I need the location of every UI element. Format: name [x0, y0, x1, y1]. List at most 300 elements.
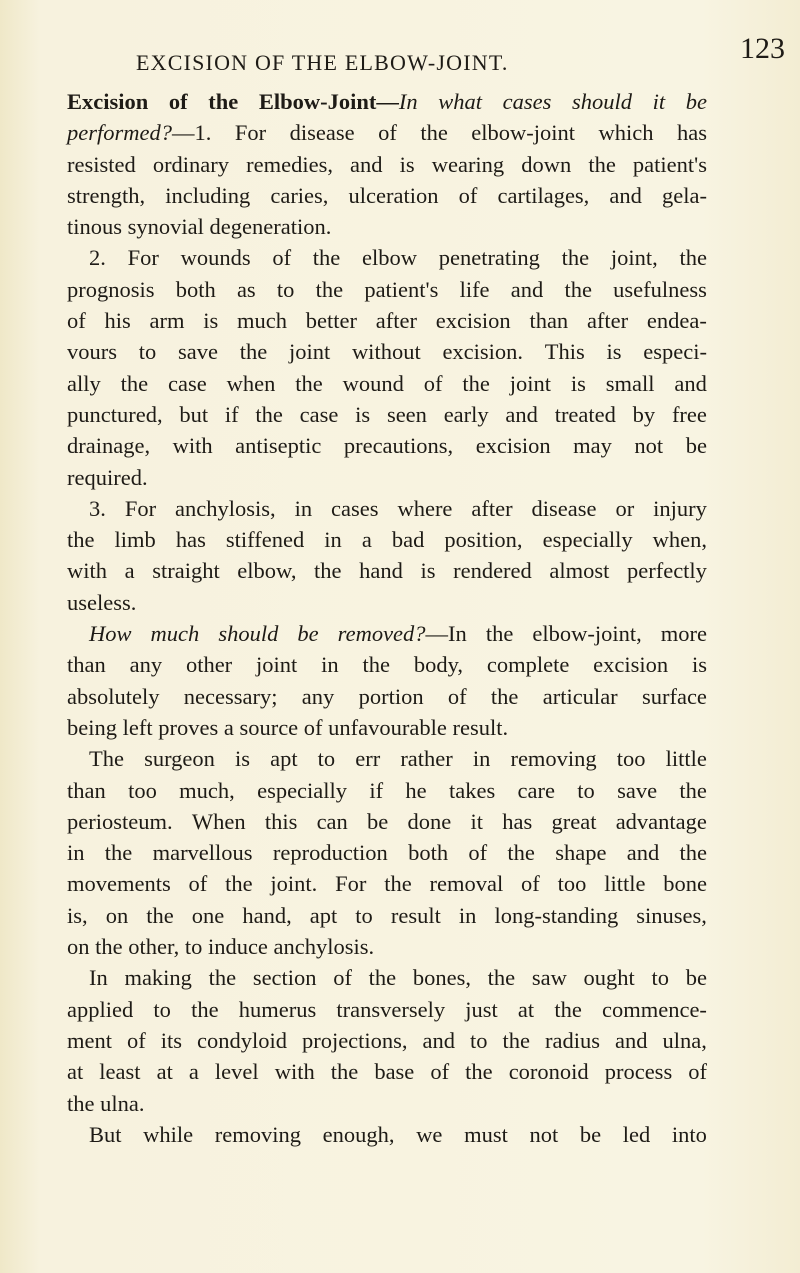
- word: we: [416, 1121, 443, 1147]
- word: perfectly: [626, 558, 707, 584]
- word: his: [104, 308, 131, 334]
- word: shape: [555, 840, 607, 866]
- word: and: [422, 1027, 456, 1053]
- word: drainage,: [67, 433, 151, 459]
- body-text: [67, 86, 707, 1150]
- word: joint,: [610, 245, 658, 271]
- word: periosteum.: [67, 808, 173, 834]
- word: of: [521, 871, 540, 897]
- word: especially: [257, 777, 348, 803]
- text-line: [67, 493, 707, 524]
- word: removal: [429, 871, 504, 897]
- word: if: [369, 777, 384, 803]
- word: on: [105, 902, 129, 928]
- word: is: [691, 652, 707, 678]
- text-line: [67, 994, 707, 1025]
- word: other: [185, 652, 233, 678]
- word: reproduction: [272, 840, 388, 866]
- word: any: [301, 683, 335, 709]
- word: This: [544, 339, 585, 365]
- word: 2.: [89, 245, 106, 271]
- text-line: [67, 743, 707, 774]
- word: the: [225, 871, 253, 897]
- word: removed?: [337, 621, 426, 647]
- word: complete: [486, 652, 570, 678]
- word: caries,: [270, 182, 329, 208]
- word: and: [510, 276, 544, 302]
- word: has: [502, 808, 533, 834]
- word: he: [405, 777, 427, 803]
- word: it: [470, 808, 484, 834]
- text-run: the ulna.: [67, 1090, 145, 1116]
- word: any: [129, 652, 163, 678]
- text-line: [67, 868, 707, 899]
- word: apt: [309, 902, 338, 928]
- word: is: [606, 339, 622, 365]
- word: seen: [386, 401, 427, 427]
- word: [338, 618, 467, 649]
- word: too: [128, 777, 157, 803]
- word: the: [208, 89, 239, 114]
- text-line: [67, 555, 707, 586]
- word: save: [617, 777, 658, 803]
- word: removing: [214, 1121, 302, 1147]
- word: [259, 86, 418, 117]
- word: cases: [502, 89, 552, 114]
- word: much: [237, 308, 288, 334]
- word: to: [651, 965, 670, 991]
- word: ordinary: [152, 151, 230, 177]
- word: the: [255, 401, 283, 427]
- word: the: [487, 965, 516, 991]
- word: rather: [400, 746, 453, 772]
- word: wearing: [431, 151, 505, 177]
- word: down: [521, 151, 572, 177]
- word: treated: [554, 401, 616, 427]
- word: the: [146, 902, 174, 928]
- word: much,: [179, 777, 235, 803]
- word: the: [465, 1059, 493, 1085]
- word: what: [438, 89, 483, 114]
- word: gela-: [662, 182, 707, 208]
- word: ment: [67, 1027, 112, 1053]
- word: case: [168, 370, 207, 396]
- word: patient's: [632, 151, 707, 177]
- word: straight: [152, 558, 220, 584]
- text-run: being left proves a source of unfavourable result.: [67, 714, 509, 740]
- word: it: [652, 89, 666, 114]
- word: When: [191, 808, 246, 834]
- word: or: [615, 495, 635, 521]
- word: result: [390, 902, 441, 928]
- word: radius: [545, 1027, 601, 1053]
- word: marvellous: [152, 840, 253, 866]
- word: precautions,: [343, 433, 454, 459]
- word: The: [89, 746, 124, 772]
- word: stiffened: [225, 527, 305, 553]
- word: the: [679, 245, 707, 271]
- word: the: [315, 276, 344, 302]
- text-line: [67, 305, 707, 336]
- word: too: [557, 871, 587, 897]
- word: early: [443, 401, 489, 427]
- word: elbow-joint,: [532, 621, 642, 647]
- word: injury: [653, 495, 707, 521]
- word: bones,: [412, 965, 471, 991]
- word: the: [191, 996, 219, 1022]
- word: least: [99, 1059, 141, 1085]
- word: including: [165, 182, 251, 208]
- word: remedies,: [246, 151, 333, 177]
- word: when,: [652, 527, 707, 553]
- word: too: [616, 746, 646, 772]
- word: the: [554, 996, 582, 1022]
- word: condyloid: [196, 1027, 287, 1053]
- word: little: [665, 746, 707, 772]
- word: excision: [593, 652, 669, 678]
- word: has: [175, 527, 206, 553]
- text-line: [67, 806, 707, 837]
- word: ally: [67, 370, 101, 396]
- word: after: [586, 308, 629, 334]
- word: the: [368, 965, 397, 991]
- word: without: [351, 339, 421, 365]
- word: and: [626, 840, 660, 866]
- word: ulceration: [348, 182, 439, 208]
- word: at: [67, 1059, 84, 1085]
- word: as: [236, 276, 256, 302]
- word: removing: [510, 746, 597, 772]
- text-line: [67, 618, 707, 649]
- word: necessary;: [183, 683, 278, 709]
- word: the: [564, 276, 592, 302]
- text-line: [67, 1119, 707, 1150]
- word: the: [314, 558, 342, 584]
- word: punctured,: [67, 401, 163, 427]
- word: to: [470, 1027, 488, 1053]
- text-line: [67, 242, 707, 273]
- word: 3.: [89, 495, 106, 521]
- word: when: [226, 370, 276, 396]
- text-line: [67, 368, 707, 399]
- word: to: [355, 902, 373, 928]
- word: and: [609, 182, 642, 208]
- word: by: [632, 401, 656, 427]
- text-run: on the other, to induce anchylosis.: [67, 934, 375, 960]
- word: of: [378, 120, 397, 146]
- word: and: [350, 151, 383, 177]
- page-header: [0, 32, 800, 82]
- text-line: [67, 211, 707, 242]
- word: is: [355, 401, 371, 427]
- word: be: [685, 89, 707, 114]
- word: save: [177, 339, 218, 365]
- text-line: [67, 274, 707, 305]
- word: into: [671, 1121, 707, 1147]
- word: in: [324, 527, 342, 553]
- page-number: 123: [740, 32, 785, 65]
- word: care: [517, 777, 555, 803]
- word: the: [502, 1027, 531, 1053]
- word: almost: [549, 558, 610, 584]
- word: body,: [413, 652, 463, 678]
- word: endea-: [646, 308, 707, 334]
- word: strength,: [67, 182, 146, 208]
- word: excision.: [442, 339, 524, 365]
- text-line: [67, 1025, 707, 1056]
- word: more: [660, 621, 707, 647]
- word: much: [150, 621, 200, 647]
- word: the: [420, 120, 448, 146]
- word: patient's: [364, 276, 439, 302]
- word: ulna,: [662, 1027, 707, 1053]
- word: limb: [114, 527, 156, 553]
- word: of: [67, 308, 86, 334]
- word: great: [551, 808, 597, 834]
- word: advantage: [615, 808, 707, 834]
- word: with: [67, 558, 108, 584]
- word: resisted: [67, 151, 136, 177]
- word: is: [203, 308, 219, 334]
- word: of: [423, 370, 443, 396]
- word: coronoid: [508, 1059, 589, 1085]
- word: the: [561, 245, 590, 271]
- word: How: [89, 621, 132, 647]
- word: of: [333, 965, 352, 991]
- word: Excision: [67, 89, 149, 114]
- word: than: [67, 777, 106, 803]
- word: anchylosis,: [175, 495, 276, 521]
- word: the: [507, 840, 535, 866]
- word: usefulness: [613, 276, 707, 302]
- word: should: [218, 621, 279, 647]
- text-line: [67, 86, 707, 117]
- text-line: [67, 587, 707, 618]
- word: position,: [444, 527, 523, 553]
- text-line: [67, 837, 707, 868]
- word: of: [188, 871, 208, 897]
- word: rendered: [453, 558, 532, 584]
- word: takes: [448, 777, 496, 803]
- word: life: [459, 276, 490, 302]
- word: be: [685, 433, 707, 459]
- word: has: [677, 120, 707, 146]
- word: level: [214, 1059, 259, 1085]
- word: In: [89, 965, 108, 991]
- word: be: [367, 808, 389, 834]
- word: joint: [288, 339, 331, 365]
- word: of: [468, 840, 488, 866]
- word: better: [305, 308, 357, 334]
- word: arm: [149, 308, 185, 334]
- word: penetrating: [438, 245, 540, 271]
- word: of: [272, 245, 292, 271]
- word: its: [160, 1027, 182, 1053]
- word: the: [588, 151, 616, 177]
- text-line: [67, 180, 707, 211]
- word: the: [384, 871, 412, 897]
- text-line: [67, 712, 707, 743]
- word: cartilages,: [497, 182, 590, 208]
- word: For: [127, 245, 159, 271]
- word: cases: [331, 495, 379, 521]
- word: not: [529, 1121, 559, 1147]
- word: a: [361, 527, 372, 553]
- text-run: required.: [67, 464, 148, 490]
- word: enough,: [322, 1121, 395, 1147]
- text-line: [67, 336, 707, 367]
- word: to: [138, 339, 157, 365]
- text-line: [67, 681, 707, 712]
- word: the: [67, 527, 95, 553]
- word: especi-: [643, 339, 707, 365]
- word: of: [458, 182, 478, 208]
- word: In: [398, 89, 418, 114]
- word: to: [276, 276, 295, 302]
- word: portion: [358, 683, 424, 709]
- word: in: [294, 495, 313, 521]
- word: disease: [531, 495, 597, 521]
- word: case: [299, 401, 339, 427]
- word: the: [295, 370, 323, 396]
- word: the: [679, 777, 707, 803]
- word: is: [234, 746, 250, 772]
- word: wounds: [180, 245, 251, 271]
- word: a: [124, 558, 135, 584]
- word: and: [674, 370, 707, 396]
- word: be: [579, 1121, 602, 1147]
- word: transversely: [336, 996, 446, 1022]
- word: humerus: [238, 996, 317, 1022]
- text-run: tinous synovial degeneration.: [67, 214, 332, 240]
- word: the: [362, 652, 390, 678]
- word: sinuses,: [636, 902, 707, 928]
- word: the: [104, 840, 133, 866]
- word: joint: [509, 370, 551, 396]
- text-line: [67, 931, 707, 962]
- word: surface: [641, 683, 707, 709]
- word: joint: [256, 652, 298, 678]
- text-line: [67, 1056, 707, 1087]
- word: But: [89, 1121, 122, 1147]
- word: long-standing: [494, 902, 619, 928]
- word: of: [688, 1059, 707, 1085]
- text-line: [67, 775, 707, 806]
- word: done: [407, 808, 452, 834]
- word: For: [234, 120, 267, 146]
- word: especially: [542, 527, 633, 553]
- word: —1.: [172, 120, 212, 146]
- word: but: [179, 401, 209, 427]
- text-line: [67, 149, 707, 180]
- word: to: [153, 996, 171, 1022]
- word: with: [172, 433, 213, 459]
- word: elbow-joint: [471, 120, 576, 146]
- word: one: [191, 902, 225, 928]
- word: should: [571, 89, 632, 114]
- word: at: [517, 996, 535, 1022]
- word: performed?: [67, 120, 172, 146]
- word: and: [615, 1027, 648, 1053]
- word: be: [685, 965, 707, 991]
- word: the: [239, 339, 268, 365]
- word: making: [124, 965, 192, 991]
- text-line: [67, 462, 707, 493]
- word: than: [67, 652, 106, 678]
- word: bone: [663, 871, 707, 897]
- word: of: [430, 1059, 450, 1085]
- text-line: [67, 1088, 707, 1119]
- word: For: [335, 871, 367, 897]
- word: the: [490, 683, 519, 709]
- text-line: [67, 900, 707, 931]
- word: the: [312, 245, 341, 271]
- word: may: [573, 433, 612, 459]
- word: bad: [391, 527, 425, 553]
- word: in: [321, 652, 339, 678]
- word: joint.: [270, 871, 318, 897]
- word: section: [252, 965, 317, 991]
- word: the: [120, 370, 149, 396]
- word: is,: [67, 902, 88, 928]
- word: after: [471, 495, 513, 521]
- word: this: [264, 808, 298, 834]
- word: wound: [342, 370, 404, 396]
- word: —In: [425, 621, 467, 647]
- word: surgeon: [144, 746, 215, 772]
- text-line: [67, 430, 707, 461]
- word: in: [458, 902, 477, 928]
- word: ought: [583, 965, 635, 991]
- word: not: [634, 433, 664, 459]
- word: than: [529, 308, 569, 334]
- word: to: [317, 746, 336, 772]
- word: disease: [289, 120, 355, 146]
- word: projections,: [301, 1027, 408, 1053]
- word: just: [465, 996, 498, 1022]
- text-line: [67, 399, 707, 430]
- word: the: [208, 965, 237, 991]
- word: apt: [270, 746, 298, 772]
- word: if: [224, 401, 239, 427]
- text-line: [67, 117, 707, 148]
- word: both: [408, 840, 449, 866]
- word: to: [577, 777, 595, 803]
- word: in: [67, 840, 85, 866]
- word: commence-: [601, 996, 707, 1022]
- word: articular: [542, 683, 618, 709]
- text-run: useless.: [67, 589, 137, 615]
- text-line: [67, 524, 707, 555]
- word: with: [274, 1059, 315, 1085]
- text-line: [67, 649, 707, 680]
- word: the: [485, 621, 514, 647]
- word: be: [297, 621, 319, 647]
- word: and: [505, 401, 538, 427]
- running-title: EXCISION OF THE ELBOW-JOINT.: [136, 50, 509, 75]
- word: after: [375, 308, 417, 334]
- word: in: [472, 746, 491, 772]
- word: of: [447, 683, 467, 709]
- word: at: [156, 1059, 173, 1085]
- word: absolutely: [67, 683, 160, 709]
- word: hand,: [242, 902, 292, 928]
- word: the: [462, 370, 490, 396]
- word: where: [397, 495, 453, 521]
- word: a: [188, 1059, 199, 1085]
- word: vours: [67, 339, 117, 365]
- word: antiseptic: [235, 433, 322, 459]
